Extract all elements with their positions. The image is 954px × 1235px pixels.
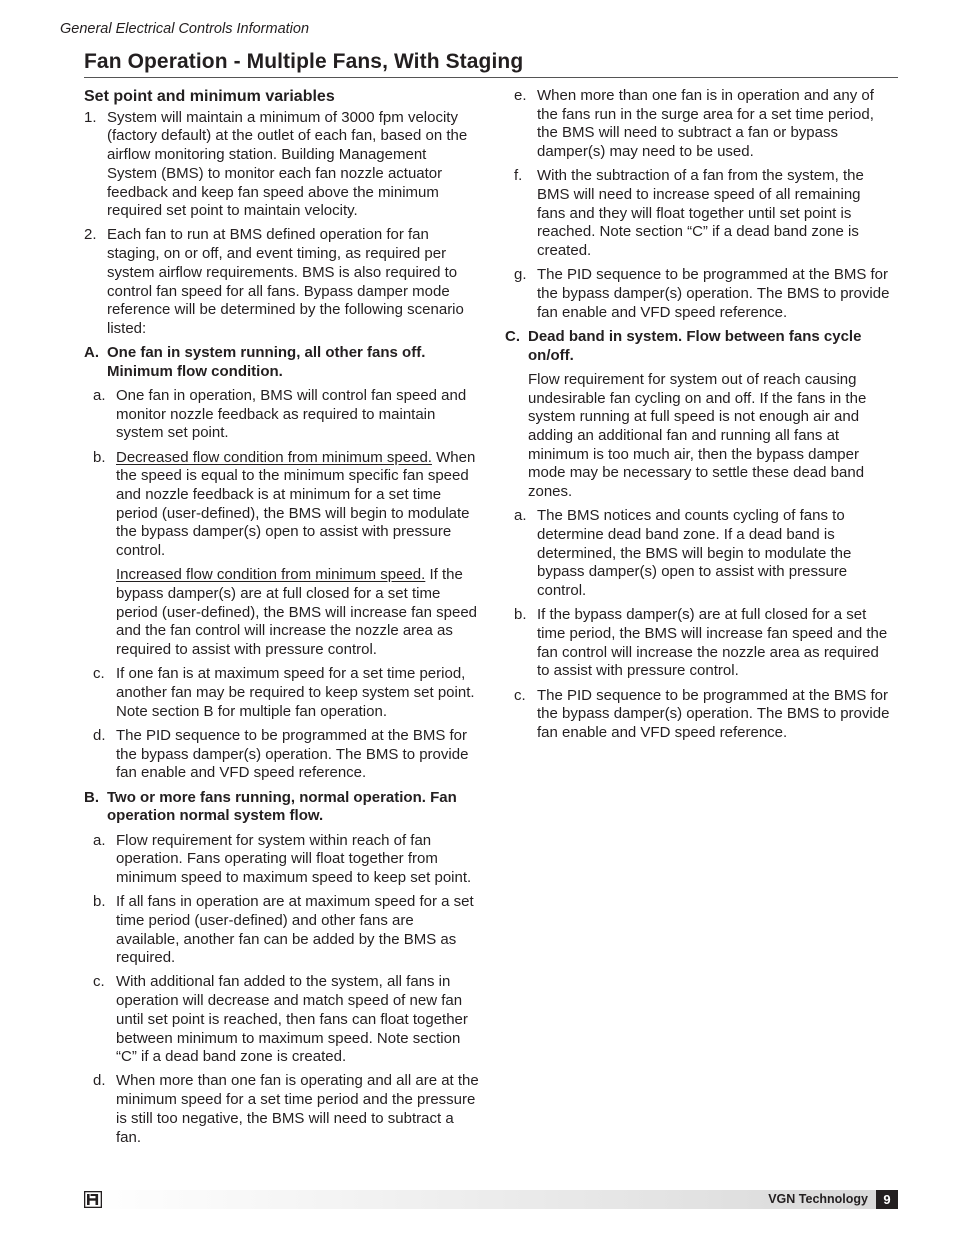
list-item-text: One fan in operation, BMS will control fan speed and monitor nozzle feedback as required to maintain system set point. — [116, 387, 467, 442]
list-item — [84, 665, 480, 721]
list-marker: e. — [514, 87, 527, 104]
running-head: General Electrical Controls Information — [60, 21, 310, 37]
section-marker: B. — [84, 788, 99, 806]
list-item — [84, 109, 480, 221]
section-a-heading — [84, 344, 480, 381]
list-item-text: If one fan is at maximum speed for a set time period, another fan may be required to keep system set point. Note section B for multiple fan operation. — [116, 665, 475, 720]
page-title: Fan Operation - Multiple Fans, With Staging — [84, 50, 524, 73]
list-item — [84, 387, 480, 443]
list-item-text: System will maintain a minimum of 3000 fpm velocity (factory default) at the outlet of each fan, based on the airflow monitoring station. Building Management System (BMS) to monitor each fan nozzle actuator feedback and keep fan speed above the minimum required set point to maintain velocity. — [107, 108, 468, 220]
list-item-text: If the bypass damper(s) are at full closed for a set time period (user-defined), the BMS will increase fan speed and the fan control will increase the nozzle area as required to assist with pressure control. — [116, 566, 478, 659]
list-item-continuation — [84, 566, 480, 660]
section-subhead: Set point and minimum variables — [84, 88, 335, 105]
list-item-text: When more than one fan is in operation and any of the fans run in the surge area for a set time period, the BMS will need to subtract a fan or bypass damper(s) may need to be used. — [537, 87, 874, 161]
list-marker: d. — [93, 1072, 106, 1090]
section-intro: Flow requirement for system out of reach causing undesirable fan cycling on and off. If the fans in the system running at full speed is not enough air and adding an additional fan and running all fans at minimum is too much air, then the bypass damper mode may be necessary to settle these dead band zones. — [528, 370, 867, 501]
list-marker: a. — [93, 387, 106, 405]
list-item — [505, 507, 893, 601]
list-item-text: Each fan to run at BMS defined operation for fan staging, on or off, and event timing, as required per system airflow requirements. BMS is also required to control fan speed for all fans. Bypass damper mode reference will be determined by the following scenario listed: — [107, 226, 464, 337]
section-title: One fan in system running, all other fans off. Minimum flow condition. — [107, 344, 426, 380]
section-title: Two or more fans running, normal operation. Fan operation normal system flow. — [107, 788, 457, 825]
list-item — [505, 266, 893, 322]
list-item-text: When more than one fan is operating and all are at the minimum speed for a set time period and the pressure is still too negative, the BMS will need to subtract a fan. — [116, 1072, 479, 1146]
list-item — [84, 727, 480, 783]
list-marker: 2. — [84, 226, 97, 244]
list-item — [84, 1072, 480, 1147]
list-marker: b. — [93, 448, 106, 466]
list-item-text: With additional fan added to the system, all fans in operation will decrease and match speed of new fan until set point is reached, then fans can float together between minimum to maximum speed. Note section “C” if a dead band zone is created. — [116, 973, 468, 1066]
list-item-text: If the bypass damper(s) are at full closed for a set time period, the BMS will increase fan speed and the fan control will increase the nozzle area as required to assist with pressure control. — [537, 606, 888, 680]
list-marker: c. — [93, 665, 105, 683]
list-item — [84, 832, 480, 888]
section-marker: C. — [505, 327, 520, 345]
company-logo-icon — [84, 1191, 102, 1208]
list-item — [505, 687, 893, 743]
section-marker: A. — [84, 344, 99, 362]
list-marker: c. — [93, 973, 105, 991]
section-c-heading — [505, 328, 893, 365]
footer-brand: VGN Technology — [768, 1192, 868, 1206]
left-column — [84, 87, 480, 1153]
list-marker: d. — [93, 727, 106, 744]
list-marker: a. — [93, 831, 106, 849]
list-item-text: When the speed is equal to the minimum specific fan speed and nozzle feedback is at minimum for a set time period (user-defined), the BMS will begin to modulate the bypass damper(s) open to assist with pressure control. — [116, 448, 476, 560]
list-item — [84, 226, 480, 338]
list-item-text: The PID sequence to be programmed at the BMS for the bypass damper(s) operation. The BMS to provide fan enable and VFD speed reference. — [537, 266, 890, 321]
list-marker: a. — [514, 507, 527, 525]
list-marker: 1. — [84, 108, 97, 126]
list-marker: f. — [514, 167, 523, 185]
list-item-text: If all fans in operation are at maximum speed for a set time period (user-defined) and other fans are available, another fan can be added by the BMS as required. — [116, 893, 474, 967]
list-item-text: The BMS notices and counts cycling of fans to determine dead band zone. If a dead band is determined, the BMS will begin to modulate the bypass damper(s) open to assist with pressure control. — [537, 507, 852, 600]
list-marker: b. — [514, 606, 527, 624]
section-title: Dead band in system. Flow between fans cycle on/off. — [528, 327, 862, 364]
list-item-text: The PID sequence to be programmed at the BMS for the bypass damper(s) operation. The BMS to provide fan enable and VFD speed reference. — [116, 727, 469, 782]
list-marker: g. — [514, 266, 527, 284]
list-item — [505, 87, 893, 162]
list-item — [505, 606, 893, 681]
title-divider — [84, 77, 898, 78]
list-item-text: With the subtraction of a fan from the system, the BMS will need to increase speed of all remaining fans and they will float together until set point is reached. Note section “C” if a dead band zone is created. — [537, 167, 864, 260]
section-b-heading — [84, 789, 480, 826]
right-column — [505, 87, 893, 748]
page-number: 9 — [876, 1190, 898, 1209]
list-item — [84, 893, 480, 968]
list-item — [84, 973, 480, 1067]
list-marker: c. — [514, 686, 526, 704]
list-item — [84, 449, 480, 561]
underlined-condition: Increased flow condition from minimum speed. — [116, 566, 426, 584]
list-item — [505, 167, 893, 261]
underlined-condition: Decreased flow condition from minimum speed. — [116, 448, 432, 466]
list-item-text: The PID sequence to be programmed at the BMS for the bypass damper(s) operation. The BMS to provide fan enable and VFD speed reference. — [537, 686, 890, 741]
list-marker: b. — [93, 893, 106, 911]
list-item-text: Flow requirement for system within reach of fan operation. Fans operating will float together from minimum speed to maximum speed to keep set point. — [116, 831, 472, 886]
